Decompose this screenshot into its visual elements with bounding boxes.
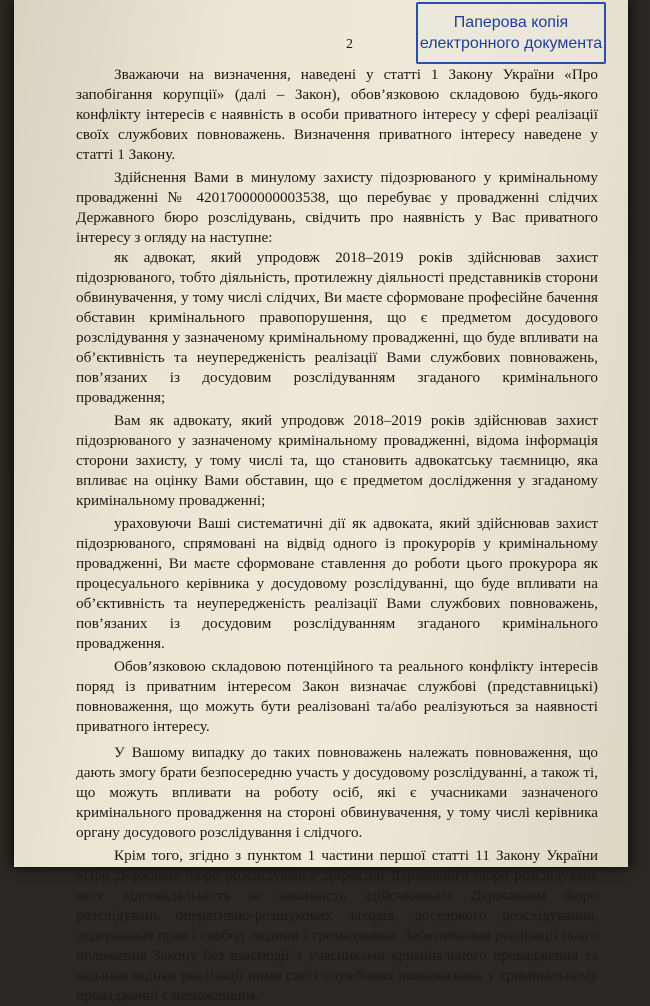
paragraph-1: Зважаючи на визначення, наведені у статті 1 Закону України «Про запобігання корупції» (далі – Закон), обов’язковою складовою будь-якого конфлікту інтересів є наявність в особи приватного інтересу у сфері реалізації своїх службових повноважень. Визначення приватного інтересу наведене у статті 1 Закону. (76, 66, 598, 163)
paragraph-2: Здійснення Вами в минулому захисту підозрюваного у кримінальному провадженні № 42017000000003538, що перебуває у провадженні слідчих Державного бюро розслідувань, свідчить про наявність у Вас приватного інтересу з огляду на наступне: (76, 169, 598, 246)
paragraph-7: У Вашому випадку до таких повноважень належать повноваження, що дають змогу брати безпосередню участь у досудовому розслідуванні, а також ті, що можуть впливати на роботу осіб, які є учасниками зазначеного кримінального провадження на стороні обвинувачення, у тому числі керівника органу досудового розслідування і слідчого. (76, 744, 598, 841)
paragraph-5: ураховуючи Ваші систематичні дії як адвоката, який здійснював захист підозрюваного, спрямовані на відвід одного із прокурорів у кримінальному провадженні, Ви маєте сформоване ставлення до роботи цього прокурора як процесуального керівника у досудовому розслідуванні, що буде впливати на об’єктивність та неупередженість реалізації Вами службових повноважень, пов’язаних із досудовим розслідуванням згаданого кримінального провадження. (76, 515, 598, 652)
stamp-line-1: Паперова копія (453, 14, 569, 31)
stamp-line-2: електронного документа (419, 35, 603, 52)
paragraph-3: як адвокат, який упродовж 2018–2019 років здійснював захист підозрюваного, тобто діяльність, протилежну діяльності представників сторони обвинувачення, у тому числі слідчих, Ви маєте сформоване професійне бачення обставин кримінального правопорушення, що є предметом досудового розслідування у зазначеному кримінальному провадженні, що буде впливати на об’єктивність та неупередженість реалізації Вами службових повноважень, пов’язаних із досудовим розслідуванням згаданого кримінального провадження; (76, 249, 598, 406)
paragraph-6: Обов’язковою складовою потенційного та реального конфлікту інтересів поряд із приватним інтересом Закон визначає службові (представницькі) повноваження, що можуть бути реалізовані та/або реалізуються за наявності приватного інтересу. (76, 658, 598, 735)
page-number: 2 (346, 37, 353, 52)
electronic-copy-stamp (416, 2, 606, 64)
document-body (76, 65, 598, 1006)
paragraph-4: Вам як адвокату, який упродовж 2018–2019 років здійснював захист підозрюваного у зазначеному кримінальному провадженні, відома інформація сторони захисту, у тому числі та, що становить адвокатську таємницю, яка впливає на оцінку Вами обставин, що є предметом дослідження у згаданому кримінальному провадженні; (76, 412, 598, 509)
paragraph-8: Крім того, згідно з пунктом 1 частини першої статті 11 Закону України «Про Державне бюро розслідувань» Директор Державного бюро розслідувань несе відповідальність за законність здійснюваних Державним бюро розслідувань оперативно-розшукових заходів, досудового розслідування, додержання прав і свобод людини і громадянина. Забезпечення реалізації цього положення Закону без взаємодії з учасниками кримінального провадження та надання оцінки реалізації ними своїх службових повноважень у кримінальному провадженні є неможливим. (76, 847, 598, 1004)
